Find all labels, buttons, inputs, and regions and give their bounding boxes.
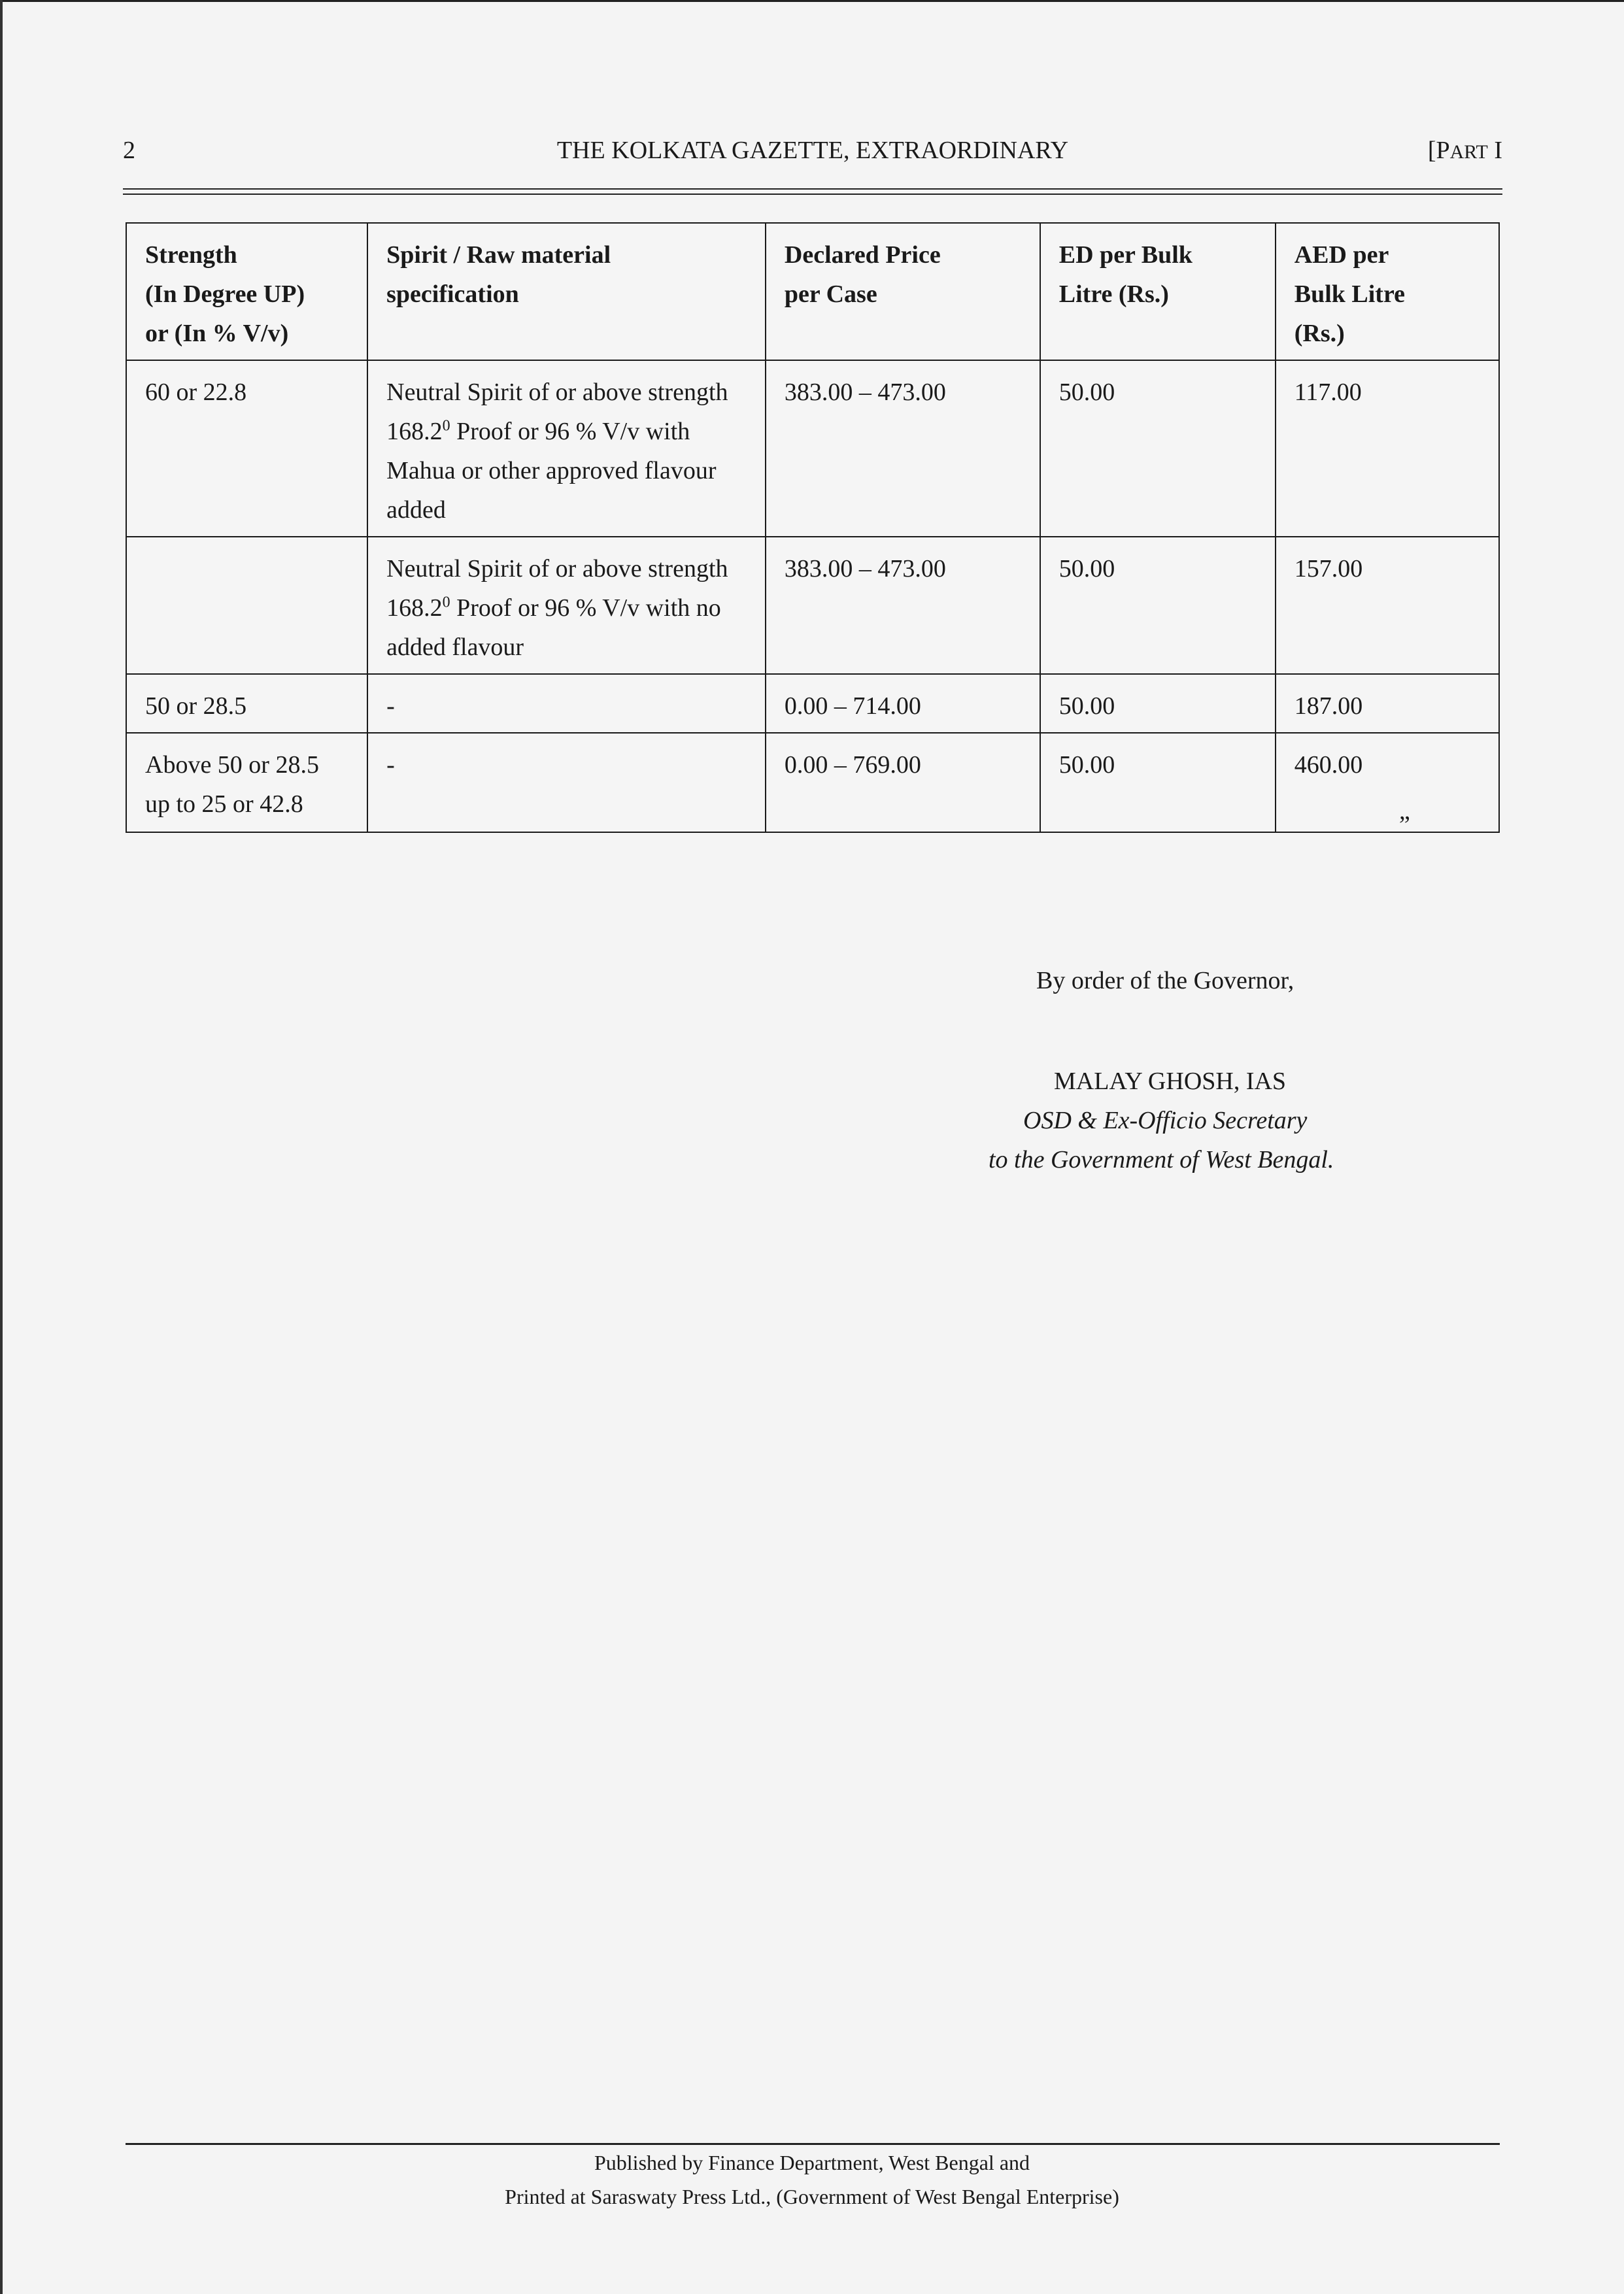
table-row [126,733,1499,832]
table-row [126,674,1499,733]
cell-strength: Above 50 or 28.5 up to 25 or 42.8 [126,733,367,832]
cell-strength: 60 or 22.8 [126,360,367,537]
closing-quote: ” [1399,811,1410,839]
header-price-line: per Case [784,280,877,308]
cell-aed: 117.00 [1276,360,1499,537]
footer-rule [126,2143,1500,2145]
header-double-rule [123,188,1502,195]
cell-aed: 157.00 [1276,537,1499,674]
part-small: ART [1449,141,1488,163]
cell-spirit: - [367,733,766,832]
table-row [126,360,1499,537]
cell-spirit [367,537,766,674]
page-number: 2 [123,137,135,164]
spirit-text: Neutral Spirit of or above strength 168.2 [386,379,728,445]
cell-ed: 50.00 [1040,674,1276,733]
header-spirit-line: Spirit / Raw material [386,241,611,269]
footer-printer: Printed at Saraswaty Press Ltd., (Government of West Bengal Enterprise) [505,2185,1119,2208]
cell-price: 0.00 – 769.00 [766,733,1040,832]
header-aed-line: (Rs.) [1294,320,1345,347]
header-spirit [367,223,766,360]
rates-table [126,222,1500,833]
header-strength-line: or (In % V/v) [145,320,289,347]
header-spirit-line: specification [386,280,519,308]
cell-ed: 50.00 [1040,360,1276,537]
signatory-name: MALAY GHOSH, IAS [1054,1068,1287,1095]
header-price-line: Declared Price [784,241,941,269]
header-strength-line: (In Degree UP) [145,280,305,308]
spirit-text: Proof or 96 % V/v with no added flavour [386,594,721,661]
header-ed-line: ED per Bulk [1058,241,1193,269]
spirit-text: Proof or 96 % V/v with Mahua or other approved flavour added [386,418,717,524]
header-ed-line: Litre (Rs.) [1058,280,1169,308]
header-price [766,223,1040,360]
cell-ed: 50.00 [1040,733,1276,832]
cell-strength: 50 or 28.5 [126,674,367,733]
cell-spirit [367,360,766,537]
degree-superscript: 0 [442,594,450,611]
header-aed [1276,223,1499,360]
cell-price: 0.00 – 714.00 [766,674,1040,733]
cell-aed: 460.00 [1276,733,1499,832]
spirit-text: Neutral Spirit of or above strength 168.2 [386,555,728,622]
cell-strength [126,537,367,674]
cell-spirit: - [367,674,766,733]
gazette-title: THE KOLKATA GAZETTE, EXTRAORDINARY [556,137,1069,164]
table-row [126,537,1499,674]
header-aed-line: AED per [1294,241,1389,269]
cell-aed: 187.00 [1276,674,1499,733]
cell-ed: 50.00 [1040,537,1276,674]
header-ed [1040,223,1276,360]
degree-superscript: 0 [442,417,450,435]
scan-edge-left [0,0,3,2294]
part-label [1428,136,1502,165]
cell-price: 383.00 – 473.00 [766,360,1040,537]
order-line: By order of the Governor, [1036,967,1294,994]
signatory-designation: OSD & Ex-Officio Secretary [1023,1107,1308,1134]
cell-price: 383.00 – 473.00 [766,537,1040,674]
signatory-government: to the Government of West Bengal. [989,1146,1334,1173]
part-prefix: [P [1427,137,1450,164]
header-strength-line: Strength [145,241,237,269]
header-strength [126,223,367,360]
table-header-row [126,223,1499,360]
page-header [123,131,1502,170]
scan-edge-top [0,0,1624,25]
part-number: I [1487,137,1502,164]
footer-publisher: Published by Finance Department, West Bengal and [594,2151,1030,2174]
header-aed-line: Bulk Litre [1294,280,1405,308]
